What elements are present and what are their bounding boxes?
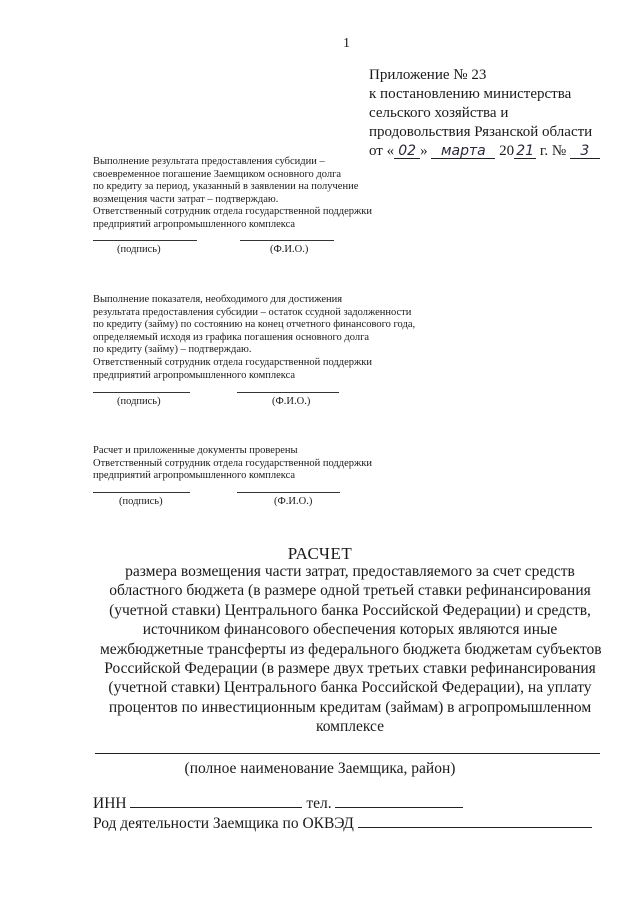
date-mid: » xyxy=(420,143,428,159)
name-label: (Ф.И.О.) xyxy=(274,496,313,507)
signature-line xyxy=(93,240,197,241)
name-line xyxy=(237,392,339,393)
signature-line xyxy=(93,492,190,493)
description-line: комплексе xyxy=(315,718,384,736)
phone-field[interactable] xyxy=(335,795,463,808)
description-line: процентов по инвестиционным кредитам (займам) в агропромышленном xyxy=(108,698,592,716)
signature-label: (подпись) xyxy=(117,244,161,255)
block-line: Ответственный сотрудник отдела государственной поддержки xyxy=(93,457,372,469)
okved-field[interactable] xyxy=(358,815,592,828)
block-line: предприятий агропромышленного комплекса xyxy=(93,218,296,230)
phone-label: тел. xyxy=(306,795,332,812)
documents-checked-block xyxy=(93,445,443,483)
description-line: источником финансового обеспечения которых являются иные xyxy=(142,621,558,639)
confirmation-block-repayment xyxy=(93,156,443,232)
description-line: размера возмещения части затрат, предоставляемого за счет средств xyxy=(125,563,575,580)
name-line xyxy=(237,492,340,493)
name-line xyxy=(240,240,334,241)
inn-field[interactable] xyxy=(130,795,302,808)
block-line: по кредиту (займу) по состоянию на конец отчетного финансового года, xyxy=(93,319,416,331)
appendix-header xyxy=(369,66,619,161)
block-line: возмещения части затрат – подтверждаю. xyxy=(93,193,279,205)
block-line: Расчет и приложенные документы проверены xyxy=(93,445,298,456)
description-line: межбюджетные трансферты из федерального бюджета бюджетам субъектов xyxy=(100,640,602,658)
block-line: по кредиту за период, указанный в заявлении на получение xyxy=(93,181,359,193)
inn-row xyxy=(93,795,463,813)
date-prefix: от « xyxy=(369,143,395,159)
block-line: предприятий агропромышленного комплекса xyxy=(93,470,296,482)
document-number: 3 xyxy=(570,144,600,159)
appendix-line: продовольствия Рязанской области xyxy=(369,124,593,140)
calculation-description xyxy=(100,562,600,737)
signature-label: (подпись) xyxy=(117,396,161,407)
borrower-name-caption: (полное наименование Заемщика, район) xyxy=(184,760,456,777)
block-line: определяемый исходя из графика погашения основного долга xyxy=(93,331,370,343)
block-line: Выполнение результата предоставления субсидии – xyxy=(93,156,325,167)
description-line: (учетной ставки) Центрального банка Российской Федерации), на уплату xyxy=(108,679,592,697)
description-line: Российской Федерации (в размере двух третьих ставки рефинансирования xyxy=(104,660,596,678)
description-line: областного бюджета (в размере одной третьей ставки рефинансирования xyxy=(109,582,591,600)
block-line: результата предоставления субсидии – остаток ссудной задолженности xyxy=(93,306,412,318)
date-month: марта xyxy=(431,144,495,159)
page-number: 1 xyxy=(343,36,350,51)
signature-line xyxy=(93,392,190,393)
inn-label: ИНН xyxy=(93,795,127,812)
block-line: своевременное погашение Заемщиком основного долга xyxy=(93,168,342,180)
block-line: Ответственный сотрудник отдела государственной поддержки xyxy=(93,206,372,218)
appendix-line: сельского хозяйства и xyxy=(369,105,509,121)
borrower-name-line[interactable] xyxy=(95,753,600,754)
block-line: Выполнение показателя, необходимого для достижения xyxy=(93,294,343,305)
name-label: (Ф.И.О.) xyxy=(270,244,309,255)
name-label: (Ф.И.О.) xyxy=(272,396,311,407)
document-title: РАСЧЕТ xyxy=(287,544,353,563)
block-line: по кредиту (займу) – подтверждаю. xyxy=(93,344,252,356)
description-line: (учетной ставки) Центрального банка Российской Федерации) и средств, xyxy=(109,601,591,619)
okved-label: Род деятельности Заемщика по ОКВЭД xyxy=(93,815,354,832)
confirmation-block-debt-balance xyxy=(93,294,443,382)
block-line: Ответственный сотрудник отдела государственной поддержки xyxy=(93,356,372,368)
year-prefix: 20 xyxy=(499,143,515,159)
okved-row xyxy=(93,815,592,833)
appendix-line: к постановлению министерства xyxy=(369,86,572,102)
appendix-title: Приложение № 23 xyxy=(369,67,487,83)
signature-label: (подпись) xyxy=(119,496,163,507)
year-tail: г. № xyxy=(539,143,567,159)
date-day: 02 xyxy=(394,144,420,159)
date-year: 21 xyxy=(514,144,536,159)
block-line: предприятий агропромышленного комплекса xyxy=(93,369,296,381)
